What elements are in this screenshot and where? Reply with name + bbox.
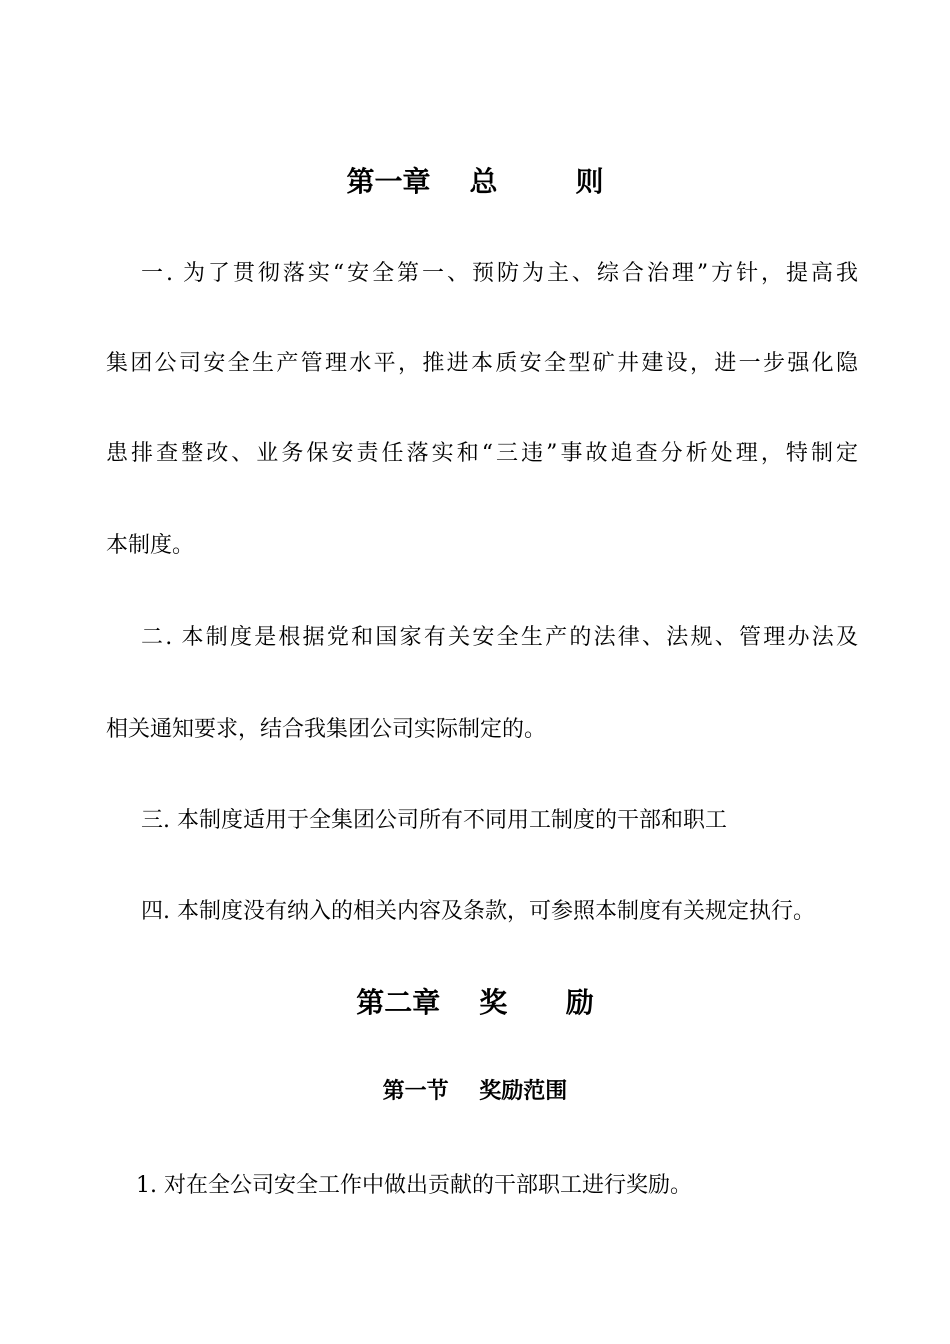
para-1-line-1: 一. 为了贯彻落实“安全第一、预防为主、综合治理”方针，提高我 (141, 261, 858, 286)
para-4: 四. 本制度没有纳入的相关内容及条款，可参照本制度有关规定执行。 (141, 899, 815, 924)
chapter-2-title: 第二章 奖 励 (356, 986, 594, 1019)
section-1-title: 第一节 奖励范围 (382, 1079, 568, 1104)
para-1-line-3: 患排查整改、业务保安责任落实和“三违”事故追查分析处理，特制定 (106, 441, 858, 466)
chapter-1-title: 第一章 总 则 (346, 165, 604, 198)
para-2-line-1: 二. 本制度是根据党和国家有关安全生产的法律、法规、管理办法及 (141, 625, 858, 650)
item-1: 1. 对在全公司安全工作中做出贡献的干部职工进行奖励。 (136, 1173, 692, 1198)
para-3: 三. 本制度适用于全集团公司所有不同用工制度的干部和职工 (141, 808, 727, 833)
para-2-line-2: 相关通知要求，结合我集团公司实际制定的。 (106, 717, 547, 742)
para-1-line-4: 本制度。 (106, 533, 195, 558)
para-1-line-2: 集团公司安全生产管理水平，推进本质安全型矿井建设，进一步强化隐 (106, 351, 858, 376)
